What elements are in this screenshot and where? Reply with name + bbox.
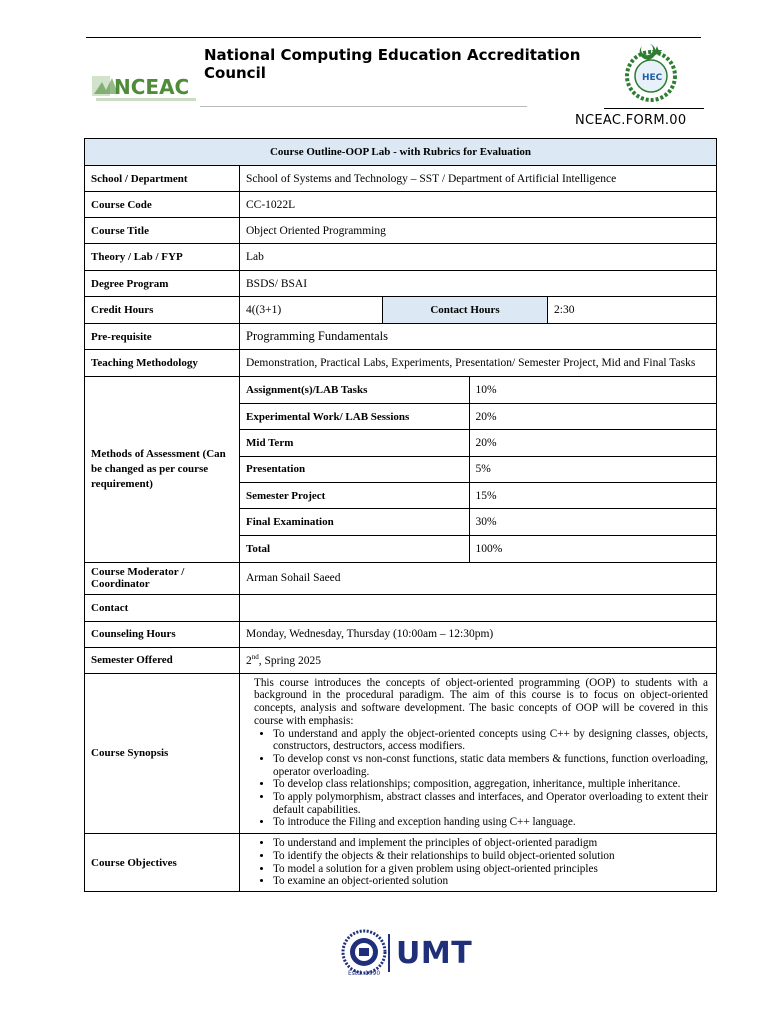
- course-title-value: Object Oriented Programming: [240, 218, 717, 244]
- semester-offered-label: Semester Offered: [85, 647, 240, 673]
- teaching-methodology-label: Teaching Methodology: [85, 350, 240, 377]
- hec-emblem: [620, 40, 682, 106]
- objectives-value: [240, 834, 717, 892]
- semester-offered-value: [240, 647, 717, 673]
- assessment-weight: 5%: [469, 456, 716, 482]
- school-label: School / Department: [85, 166, 240, 192]
- objective-item: • To understand and implement the principles of object-oriented paradigm: [273, 837, 708, 850]
- assessment-weight: 30%: [469, 509, 716, 535]
- umt-divider: [388, 934, 390, 972]
- svg-text:NCEAC: NCEAC: [114, 75, 190, 99]
- nceac-logo: [92, 64, 200, 108]
- counseling-hours-label: Counseling Hours: [85, 621, 240, 647]
- header-divider: [200, 106, 527, 107]
- assessment-item: Final Examination: [240, 509, 469, 535]
- prerequisite-label: Pre-requisite: [85, 324, 240, 350]
- top-rule: [86, 37, 701, 38]
- assessment-label: Methods of Assessment (Can be changed as per course requirement): [85, 377, 240, 563]
- assessment-cell: [240, 377, 717, 563]
- course-outline-table: [84, 138, 717, 892]
- form-id: NCEAC.FORM.00: [575, 113, 687, 128]
- course-code-label: Course Code: [85, 192, 240, 218]
- assessment-item: Experimental Work/ LAB Sessions: [240, 403, 469, 429]
- assessment-weight: 20%: [469, 430, 716, 456]
- course-title-label: Course Title: [85, 218, 240, 244]
- table-title: Course Outline-OOP Lab - with Rubrics for Evaluation: [85, 139, 717, 166]
- prerequisite-value: Programming Fundamentals: [240, 324, 717, 350]
- assessment-row: [240, 509, 716, 535]
- assessment-row: [240, 456, 716, 482]
- synopsis-intro: This course introduces the concepts of object-oriented programming (OOP) to students with a background in the procedural paradigm. The aim of this course is to focus on object-oriented concepts, analysis and software development. The basic concepts of OOP will be covered in this course with emphasis:: [254, 676, 709, 727]
- synopsis-point: • To apply polymorphism, abstract classes and interfaces, and Operator overloading to extent their default capabilities.: [273, 791, 708, 816]
- semester-number: 2: [246, 655, 252, 668]
- assessment-item: Semester Project: [240, 483, 469, 509]
- assessment-weight: 10%: [469, 377, 716, 403]
- org-name: National Computing Education Accreditation Council: [204, 46, 581, 82]
- moderator-value: Arman Sohail Saeed: [240, 562, 717, 594]
- assessment-weight: 20%: [469, 403, 716, 429]
- assessment-item: Total: [240, 535, 469, 561]
- semester-ordinal: nd: [251, 653, 259, 662]
- assessment-weight: 15%: [469, 483, 716, 509]
- assessment-row: [240, 430, 716, 456]
- degree-label: Degree Program: [85, 271, 240, 297]
- synopsis-point: • To develop class relationships; composition, aggregation, inheritance, multiple inheritance.: [273, 778, 708, 791]
- course-code-value: CC-1022L: [240, 192, 717, 218]
- objective-item: • To identify the objects & their relationships to build object-oriented solution: [273, 850, 708, 863]
- svg-text:HEC: HEC: [642, 73, 663, 83]
- synopsis-label: Course Synopsis: [85, 673, 240, 833]
- course-type-label: Theory / Lab / FYP: [85, 244, 240, 271]
- header-divider-right: [604, 108, 704, 109]
- assessment-row: [240, 377, 716, 403]
- contact-hours-label: Contact Hours: [383, 297, 548, 324]
- synopsis-list: [254, 728, 708, 830]
- objective-item: • To examine an object-oriented solution: [273, 875, 708, 888]
- credit-hours-value: 4((3+1): [240, 297, 383, 324]
- contact-value: [240, 594, 717, 621]
- umt-brand: UMT: [396, 936, 473, 971]
- assessment-item: Assignment(s)/LAB Tasks: [240, 377, 469, 403]
- counseling-hours-value: Monday, Wednesday, Thursday (10:00am – 12:30pm): [240, 621, 717, 647]
- semester-term: , Spring 2025: [258, 655, 322, 668]
- assessment-item: Mid Term: [240, 430, 469, 456]
- assessment-row: [240, 483, 716, 509]
- contact-label: Contact: [85, 594, 240, 621]
- credit-hours-label: Credit Hours: [85, 297, 240, 324]
- school-value: School of Systems and Technology – SST / Department of Artificial Intelligence: [240, 166, 717, 192]
- course-type-value: Lab: [240, 244, 717, 271]
- teaching-methodology-value: Demonstration, Practical Labs, Experiments, Presentation/ Semester Project, Mid and Final Tasks: [240, 350, 717, 377]
- synopsis-point: • To understand and apply the object-oriented concepts using C++ by designing classes, objects, constructors, destructors, access modifiers.: [273, 728, 708, 753]
- synopsis-point: • To develop const vs non-const functions, static data members & functions, function overloading, operator overloading.: [273, 753, 708, 778]
- assessment-table: [240, 377, 716, 562]
- moderator-label: Course Moderator / Coordinator: [85, 562, 240, 594]
- degree-value: BSDS/ BSAI: [240, 271, 717, 297]
- objectives-list: [254, 837, 708, 888]
- objective-item: • To model a solution for a given problem using object-oriented principles: [273, 863, 708, 876]
- objectives-label: Course Objectives: [85, 834, 240, 892]
- synopsis-value: [240, 673, 717, 833]
- assessment-row: [240, 535, 716, 561]
- contact-hours-value: 2:30: [548, 297, 717, 324]
- umt-established: Estd. 1990: [348, 970, 381, 977]
- assessment-weight: 100%: [469, 535, 716, 561]
- synopsis-point: • To introduce the Filing and exception handing using C++ language.: [273, 816, 708, 829]
- assessment-item: Presentation: [240, 456, 469, 482]
- assessment-row: [240, 403, 716, 429]
